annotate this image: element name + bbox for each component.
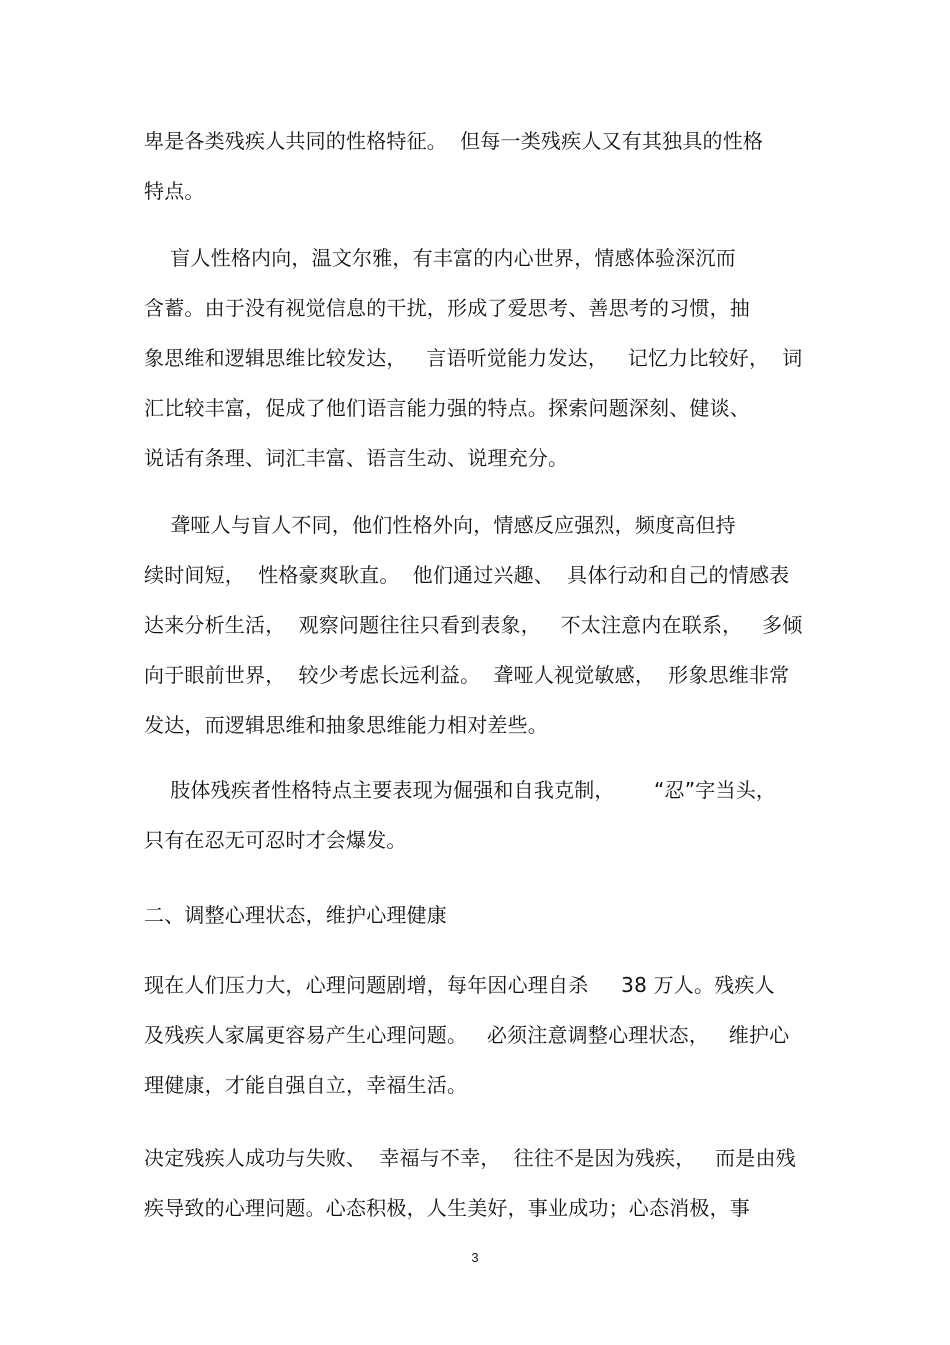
text-line: 发达，而逻辑思维和抽象思维能力相对差些。 bbox=[144, 713, 548, 737]
text-line: 及残疾人家属更容易产生心理问题。 必须注意调整心理状态， 维护心 bbox=[144, 1023, 790, 1047]
text-line: 说话有条理、词汇丰富、语言生动、说理充分。 bbox=[144, 446, 569, 470]
page-number: 3 bbox=[471, 1250, 479, 1265]
text-line: 现在人们压力大，心理问题剧增，每年因心理自杀 38 万人。残疾人 bbox=[144, 973, 775, 997]
text-line: 特点。 bbox=[144, 179, 205, 203]
text-line: 肢体残疾者性格特点主要表现为倔强和自我克制， “忍”字当头， bbox=[144, 778, 777, 802]
text-line: 含蓄。由于没有视觉信息的干扰，形成了爱思考、善思考的习惯，抽 bbox=[144, 296, 750, 320]
text-line: 续时间短， 性格豪爽耿直。 他们通过兴趣、 具体行动和自己的情感表 bbox=[144, 563, 790, 587]
text-line: 聋哑人与盲人不同，他们性格外向，情感反应强烈，频度高但持 bbox=[144, 513, 736, 537]
text-line: 汇比较丰富，促成了他们语言能力强的特点。探索问题深刻、健谈、 bbox=[144, 396, 750, 420]
text-line: 象思维和逻辑思维比较发达， 言语听觉能力发达， 记忆力比较好， 词 bbox=[144, 346, 803, 370]
text-line: 卑是各类残疾人共同的性格特征。 但每一类残疾人又有其独具的性格 bbox=[144, 129, 764, 153]
text-line: 理健康，才能自强自立，幸福生活。 bbox=[144, 1073, 468, 1097]
text-line: 盲人性格内向，温文尔雅，有丰富的内心世界，情感体验深沉而 bbox=[144, 246, 736, 270]
text-line: 达来分析生活， 观察问题往往只看到表象， 不太注意内在联系， 多倾 bbox=[144, 613, 803, 637]
heading-line: 二、调整心理状态，维护心理健康 bbox=[144, 903, 447, 927]
text-line: 只有在忍无可忍时才会爆发。 bbox=[144, 828, 407, 852]
text-line: 向于眼前世界， 较少考虑长远利益。 聋哑人视觉敏感， 形象思维非常 bbox=[144, 663, 790, 687]
text-line: 疾导致的心理问题。心态积极，人生美好，事业成功；心态消极，事 bbox=[144, 1196, 750, 1220]
text-line: 决定残疾人成功与失败、 幸福与不幸， 往往不是因为残疾， 而是由残 bbox=[144, 1146, 796, 1170]
